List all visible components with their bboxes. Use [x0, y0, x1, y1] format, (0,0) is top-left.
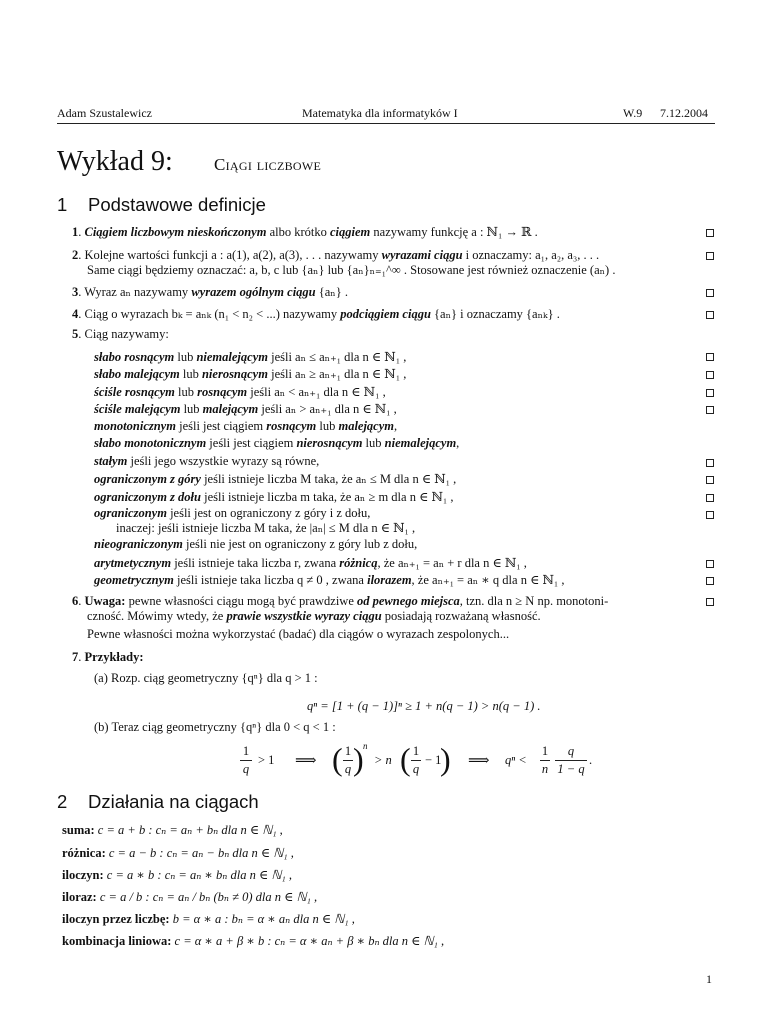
- item-text: jeśli jego wszystkie wyrazy są równe,: [127, 454, 320, 468]
- header-date: 7.12.2004: [660, 106, 708, 120]
- item-text: , że aₙ₊₁ = aₙ ∗ q dla n ∈ ℕ₁ ,: [411, 573, 565, 587]
- property-geometric: [94, 572, 565, 588]
- formula-text: > 1: [258, 753, 275, 767]
- formula-text: − 1: [425, 753, 442, 767]
- definition-item-3: [72, 284, 348, 300]
- note-line-2: [87, 609, 541, 624]
- item-text: posiadają rozważaną własność.: [381, 609, 541, 623]
- item-text: lub: [316, 419, 339, 433]
- section-1-title: Podstawowe definicje: [88, 194, 266, 215]
- defined-term: ilorazem: [367, 573, 412, 587]
- property-strictly-increasing: [94, 384, 386, 400]
- operation-label: iloraz:: [62, 890, 97, 904]
- item-number: 5: [72, 327, 79, 341]
- fraction-bar: [411, 760, 421, 761]
- end-of-definition-box: [706, 494, 714, 502]
- item-number: 2: [72, 248, 79, 262]
- property-weakly-decreasing: [94, 366, 406, 382]
- fraction-bar: [540, 760, 550, 761]
- item-number: 6: [72, 594, 79, 608]
- item-text: jeśli jest ciągiem: [206, 436, 297, 450]
- item-text: jeśli istnieje liczba m taka, że aₙ ≥ m dla n ∈ ℕ₁ ,: [200, 490, 454, 504]
- defined-term: malejącym: [202, 402, 259, 416]
- fraction-bar: [343, 760, 353, 761]
- definition-item-2-continuation: Same ciągi będziemy oznaczać: a, b, c lub {aₙ} lub {aₙ}ₙ₌₁^∞ . Stosowane jest również oznaczenie (aₙ) .: [87, 263, 616, 277]
- operation-formula: b = α ∗ a : bₙ = α ∗ aₙ dla n ∈ ℕ₁ ,: [169, 912, 355, 926]
- defined-term: wyrazem ogólnym ciągu: [191, 285, 316, 299]
- defined-term: ściśle malejącym: [94, 402, 181, 416]
- operation-product: [62, 867, 292, 883]
- defined-term: ciągiem: [330, 225, 371, 239]
- end-of-definition-box: [706, 476, 714, 484]
- end-of-definition-box: [706, 229, 714, 237]
- item-text: .: [78, 650, 85, 664]
- end-of-definition-box: [706, 598, 714, 606]
- defined-term: prawie wszystkie wyrazy ciągu: [226, 609, 382, 623]
- item-text: . Ciąg nazywamy:: [78, 327, 169, 341]
- property-arithmetic: [94, 555, 527, 571]
- exponent: n: [363, 741, 368, 751]
- note-line-1: [72, 594, 608, 609]
- defined-term: podciągiem ciągu: [340, 307, 431, 321]
- examples-heading: [72, 650, 144, 665]
- operation-label: różnica:: [62, 846, 106, 860]
- section-2-title: Działania na ciągach: [88, 791, 259, 812]
- item-text: i oznaczamy: a₁, a₂, a₃, . . .: [462, 248, 600, 262]
- end-of-definition-box: [706, 371, 714, 379]
- operation-formula: c = a − b : cₙ = aₙ − bₙ dla n ∈ ℕ₁ ,: [105, 846, 294, 860]
- operation-label: iloczyn:: [62, 868, 104, 882]
- fraction-numerator: q: [567, 744, 575, 758]
- property-constant: [94, 454, 319, 469]
- end-of-definition-box: [706, 353, 714, 361]
- left-paren: (: [332, 741, 343, 777]
- defined-term: malejącym: [338, 419, 395, 433]
- defined-term: ściśle rosnącym: [94, 385, 175, 399]
- defined-term: słabo monotonicznym: [94, 436, 207, 450]
- end-of-definition-box: [706, 406, 714, 414]
- end-of-definition-box: [706, 577, 714, 585]
- definition-item-2: [72, 248, 599, 263]
- item-text: jeśli istnieje taka liczba q ≠ 0 , zwana: [173, 573, 368, 587]
- defined-term: ograniczonym: [94, 506, 167, 520]
- item-text: . Ciąg o wyrazach bₖ = aₙₖ (n₁ < n₂ < ...) nazywamy: [78, 307, 341, 321]
- header-author: Adam Szustalewicz: [57, 106, 152, 120]
- item-text: jeśli jest on ograniczony z góry i z dołu,: [166, 506, 371, 520]
- item-text: jeśli aₙ < aₙ₊₁ dla n ∈ ℕ₁ ,: [247, 385, 386, 399]
- definition-item-5: [72, 327, 169, 342]
- operation-label: suma:: [62, 823, 95, 837]
- defined-term: geometrycznym: [94, 573, 174, 587]
- property-bounded-alternative: inaczej: jeśli istnieje liczba M taka, że |aₙ| ≤ M dla n ∈ ℕ₁ ,: [116, 521, 416, 535]
- fraction-numerator: 1: [412, 744, 420, 758]
- fraction-denominator: 1 − q: [557, 762, 585, 776]
- defined-term: niemalejącym: [384, 436, 457, 450]
- item-text: lub: [174, 350, 197, 364]
- property-monotonic: [94, 419, 397, 434]
- fraction-denominator: q: [344, 762, 352, 776]
- defined-term: rosnącym: [266, 419, 317, 433]
- item-text: jeśli jest ciągiem: [175, 419, 267, 433]
- defined-term: rosnącym: [197, 385, 248, 399]
- item-text: , tzn. dla n ≥ N np. monotoni-: [459, 594, 609, 608]
- fraction-numerator: 1: [344, 744, 352, 758]
- fraction-numerator: 1: [242, 744, 250, 758]
- property-bounded-below: [94, 489, 453, 505]
- header-lecture: W.9: [623, 106, 643, 120]
- header-rule: [57, 123, 715, 124]
- item-text: jeśli aₙ > aₙ₊₁ dla n ∈ ℕ₁ ,: [258, 402, 397, 416]
- item-text: .: [78, 594, 85, 608]
- property-weakly-monotonic: [94, 436, 459, 451]
- implies-symbol: ⟹: [468, 753, 490, 769]
- item-text: {aₙ} .: [315, 285, 348, 299]
- end-of-definition-box: [706, 459, 714, 467]
- item-number: 7: [72, 650, 79, 664]
- operation-formula: c = a ∗ b : cₙ = aₙ ∗ bₙ dla n ∈ ℕ₁ ,: [103, 868, 292, 882]
- item-text: lub: [179, 367, 202, 381]
- operation-formula: c = a + b : cₙ = aₙ + bₙ dla n ∈ ℕ₁ ,: [94, 823, 283, 837]
- defined-term: monotonicznym: [94, 419, 176, 433]
- item-number: 1: [72, 225, 79, 239]
- item-text: lub: [180, 402, 203, 416]
- item-text: albo krótko: [266, 225, 330, 239]
- defined-term: od pewnego miejsca: [357, 594, 460, 608]
- defined-term: różnicą: [339, 556, 378, 570]
- end-of-definition-box: [706, 560, 714, 568]
- item-text: . Wyraz aₙ nazywamy: [78, 285, 192, 299]
- example-b-intro: (b) Teraz ciąg geometryczny {qⁿ} dla 0 < q < 1 :: [94, 720, 336, 734]
- item-text: .: [78, 225, 85, 239]
- item-number: 3: [72, 285, 79, 299]
- item-text: jeśli aₙ ≤ aₙ₊₁ dla n ∈ ℕ₁ ,: [267, 350, 407, 364]
- operation-sum: [62, 822, 283, 838]
- fraction-numerator: 1: [541, 744, 549, 758]
- defined-term: ograniczonym z dołu: [94, 490, 201, 504]
- page-number: 1: [706, 972, 712, 986]
- defined-term: nierosnącym: [201, 367, 268, 381]
- defined-term: Ciągiem liczbowym nieskończonym: [84, 225, 267, 239]
- examples-label: Przykłady:: [84, 650, 144, 664]
- end-of-definition-box: [706, 389, 714, 397]
- formula-text: qⁿ <: [505, 753, 527, 767]
- note-label: Uwaga:: [84, 594, 126, 608]
- item-text: . Kolejne wartości funkcji a : a(1), a(2), a(3), . . . nazywamy: [78, 248, 382, 262]
- item-text: jeśli nie jest on ograniczony z góry lub z dołu,: [182, 537, 418, 551]
- header-course: Matematyka dla informatyków I: [302, 106, 458, 120]
- operation-label: iloczyn przez liczbę:: [62, 912, 170, 926]
- operation-difference: [62, 845, 294, 861]
- operation-linear-combination: [62, 933, 444, 949]
- note-line-3: Pewne własności można wykorzystać (badać) dla ciągów o wyrazach zespolonych...: [87, 627, 510, 641]
- defined-term: słabo malejącym: [94, 367, 180, 381]
- fraction-denominator: q: [242, 762, 250, 776]
- property-strictly-decreasing: [94, 401, 397, 417]
- fraction-bar: [555, 760, 587, 761]
- operation-scalar-product: [62, 911, 355, 927]
- operation-formula: c = α ∗ a + β ∗ b : cₙ = α ∗ aₙ + β ∗ bₙ dla n ∈ ℕ₁ ,: [171, 934, 445, 948]
- item-number: 4: [72, 307, 79, 321]
- property-bounded: [94, 506, 370, 521]
- item-text: lub: [174, 385, 198, 399]
- section-1-number: 1: [57, 194, 68, 215]
- formula-text: .: [589, 753, 593, 767]
- section-2-number: 2: [57, 791, 68, 812]
- defined-term: wyrazami ciągu: [381, 248, 463, 262]
- defined-term: ograniczonym z góry: [94, 472, 201, 486]
- operation-label: kombinacja liniowa:: [62, 934, 172, 948]
- implies-symbol: ⟹: [295, 753, 317, 769]
- page-subtitle: Ciągi liczbowe: [214, 155, 322, 174]
- example-a-formula: qⁿ = [1 + (q − 1)]ⁿ ≥ 1 + n(q − 1) > n(q − 1) .: [307, 699, 541, 713]
- page-title: Wykład 9:: [57, 146, 173, 177]
- item-text: jeśli aₙ ≥ aₙ₊₁ dla n ∈ ℕ₁ ,: [267, 367, 407, 381]
- property-unbounded: [94, 537, 417, 552]
- defined-term: słabo rosnącym: [94, 350, 175, 364]
- property-bounded-above: [94, 471, 456, 487]
- end-of-definition-box: [706, 311, 714, 319]
- item-text: jeśli istnieje taka liczba r, zwana: [171, 556, 340, 570]
- right-paren: ): [440, 741, 451, 777]
- defined-term: nieograniczonym: [94, 537, 183, 551]
- fraction-denominator: n: [541, 762, 549, 776]
- defined-term: niemalejącym: [196, 350, 268, 364]
- item-text: ,: [394, 419, 398, 433]
- formula-text: > n: [374, 753, 392, 767]
- definition-item-1: [72, 224, 538, 240]
- end-of-definition-box: [706, 289, 714, 297]
- property-weakly-increasing: [94, 349, 406, 365]
- defined-term: stałym: [94, 454, 128, 468]
- definition-item-4: [72, 306, 560, 322]
- example-a-intro: (a) Rozp. ciąg geometryczny {qⁿ} dla q > 1 :: [94, 671, 318, 685]
- end-of-definition-box: [706, 511, 714, 519]
- item-text: pewne własności ciągu mogą być prawdziwe: [125, 594, 357, 608]
- item-text: ,: [456, 436, 460, 450]
- end-of-definition-box: [706, 252, 714, 260]
- item-text: jeśli istnieje liczba M taka, że aₙ ≤ M dla n ∈ ℕ₁ ,: [200, 472, 457, 486]
- defined-term: nierosnącym: [296, 436, 363, 450]
- defined-term: arytmetycznym: [94, 556, 172, 570]
- item-text: lub: [362, 436, 385, 450]
- left-paren: (: [400, 741, 411, 777]
- operation-formula: c = a / b : cₙ = aₙ / bₙ (bₙ ≠ 0) dla n ∈ ℕ₁ ,: [96, 890, 318, 904]
- right-paren: ): [353, 741, 364, 777]
- item-text: czność. Mówimy wtedy, że: [87, 609, 227, 623]
- fraction-bar: [240, 760, 252, 761]
- item-text: , że aₙ₊₁ = aₙ + r dla n ∈ ℕ₁ ,: [377, 556, 527, 570]
- item-text: nazywamy funkcję a : ℕ₁ → ℝ .: [370, 225, 538, 239]
- item-text: {aₙ} i oznaczamy {aₙₖ} .: [430, 307, 560, 321]
- fraction-denominator: q: [412, 762, 420, 776]
- operation-quotient: [62, 889, 317, 905]
